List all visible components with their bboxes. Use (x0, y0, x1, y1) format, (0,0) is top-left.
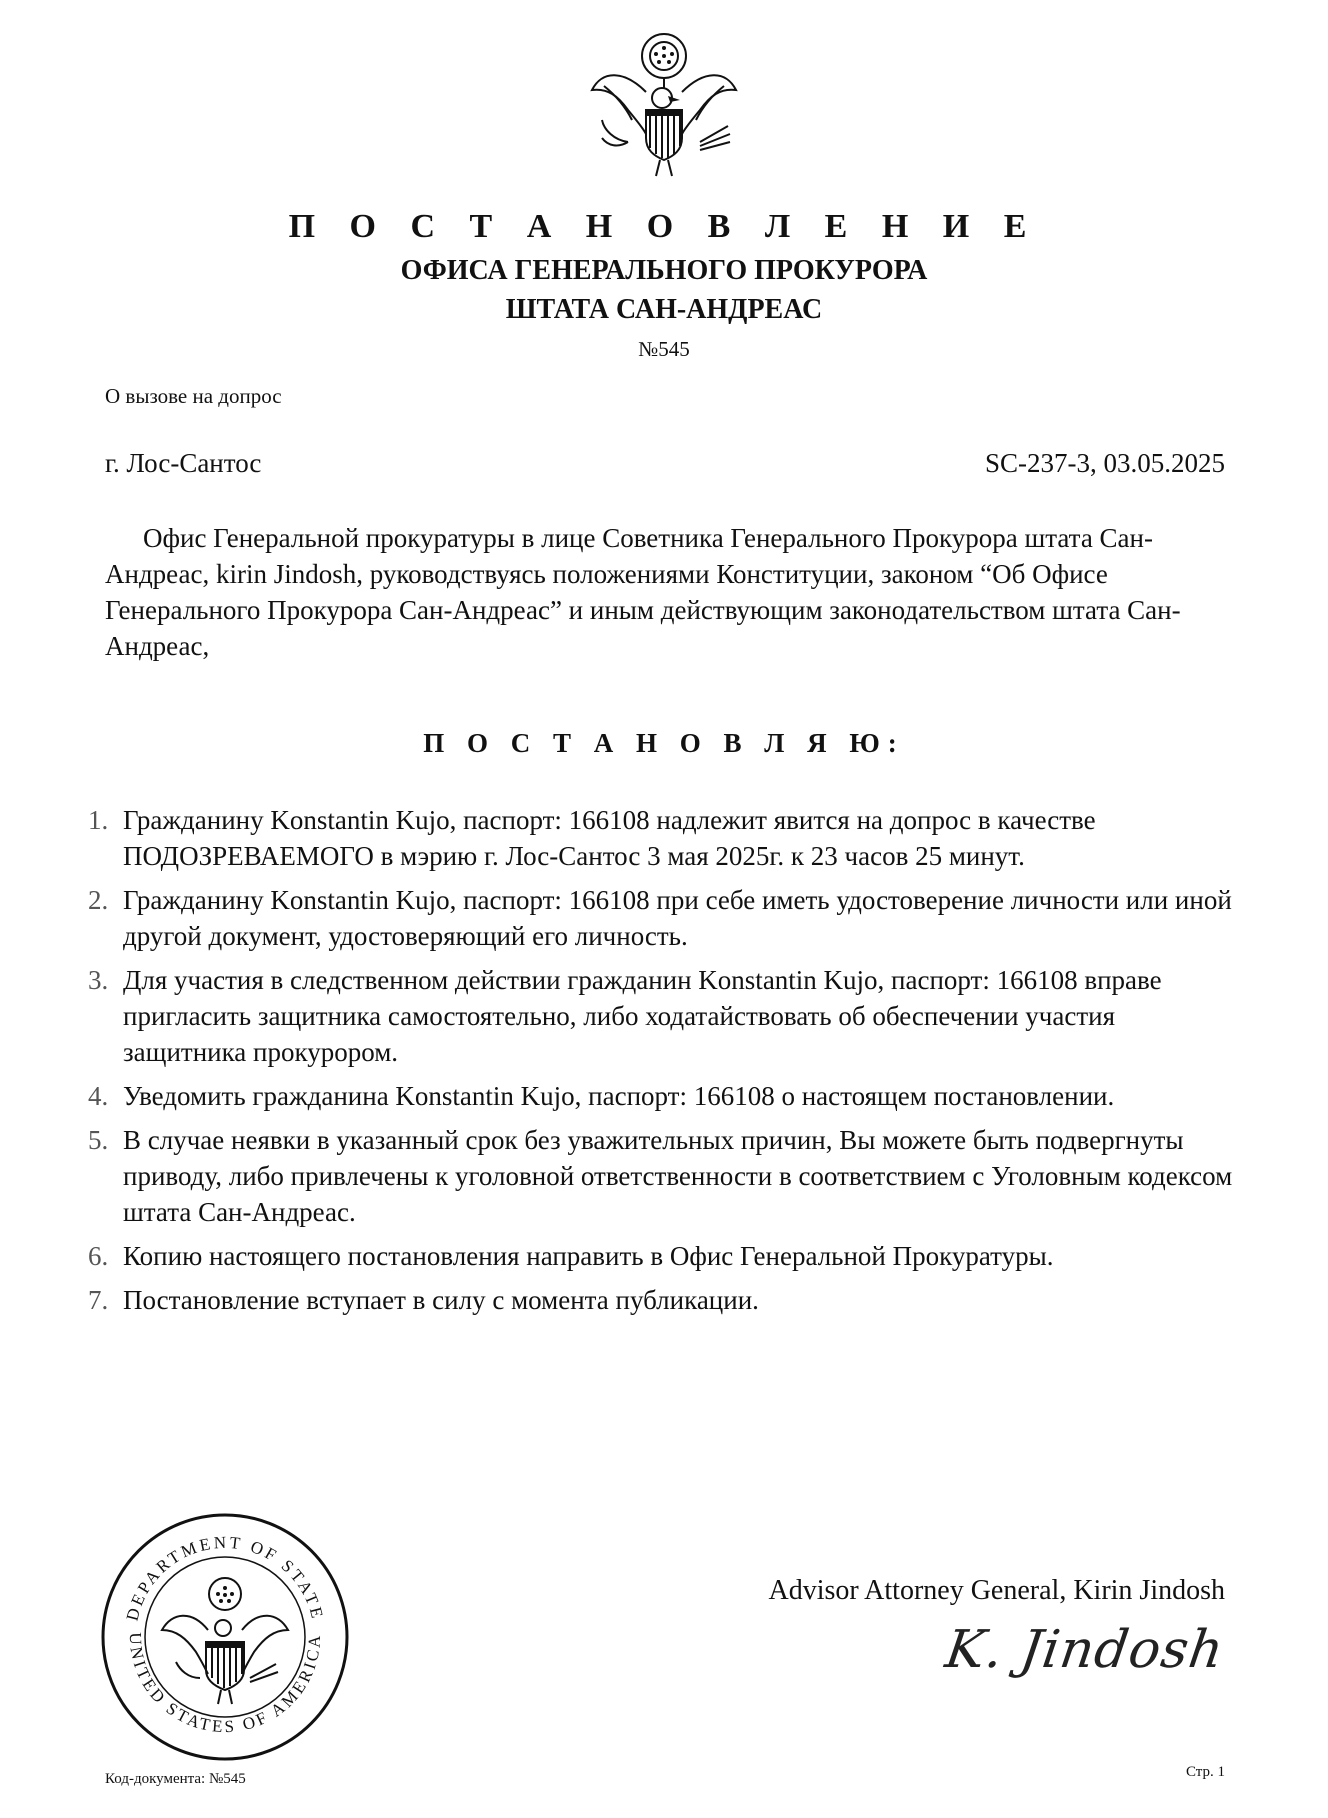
page-number: Стр. 1 (1185, 1764, 1225, 1780)
item-number: 6. (88, 1241, 109, 1271)
resolution-list (88, 802, 1238, 1326)
list-item (88, 1078, 1238, 1114)
item-number: 3. (88, 965, 109, 995)
state-name: ШТАТА САН-АНДРЕАС (505, 294, 823, 325)
list-item (88, 802, 1238, 874)
document-number: №545 (638, 337, 690, 361)
item-text: Для участия в следственном действии гражданин Konstantin Kujo, паспорт: 166108 вправе пригласить защитника самостоятельно, либо ходатайствовать об обеспечении участия защитника прокурором. (123, 965, 1162, 1067)
item-number: 2. (88, 885, 109, 915)
item-number: 5. (88, 1125, 109, 1155)
item-text: Гражданину Konstantin Kujo, паспорт: 166108 при себе иметь удостоверение личности или иной другой документ, удостоверяющий его личность. (123, 885, 1232, 951)
eagle-emblem-icon (584, 30, 744, 180)
item-text: Гражданину Konstantin Kujo, паспорт: 166108 надлежит явится на допрос в качестве ПОДОЗРЕВАЕМОГО в мэрию г. Лос-Сантос 3 мая 2025г. к 23 часов 25 минут. (123, 805, 1096, 871)
document-code: Код-документа: №545 (105, 1771, 246, 1787)
department-of-state-seal-icon (100, 1512, 350, 1762)
item-number: 1. (88, 805, 109, 835)
list-item (88, 882, 1238, 954)
signer-title: Advisor Attorney General, Kirin Jindosh (768, 1575, 1225, 1606)
list-item (88, 1282, 1238, 1318)
case-reference: SC-237-3, 03.05.2025 (984, 448, 1225, 478)
list-item (88, 962, 1238, 1070)
signature: K. Jindosh (942, 1620, 1229, 1680)
list-item (88, 1122, 1238, 1230)
office-name: ОФИСА ГЕНЕРАЛЬНОГО ПРОКУРОРА (400, 255, 928, 286)
document-title: П О С Т А Н О В Л Е Н И Е (288, 208, 1040, 245)
item-number: 4. (88, 1081, 109, 1111)
item-number: 7. (88, 1285, 109, 1315)
document-subject: О вызове на допрос (105, 384, 282, 408)
item-text: В случае неявки в указанный срок без уважительных причин, Вы можете быть подвергнуты приводу, либо привлечены к уголовной ответственности в соответствием с Уголовным кодексом штата Сан-Андреас. (123, 1125, 1233, 1227)
item-text: Копию настоящего постановления направить в Офис Генеральной Прокуратуры. (123, 1241, 1054, 1271)
seal-top-text: DEPARTMENT OF STATE (122, 1532, 328, 1623)
intro-paragraph: Офис Генеральной прокуратуры в лице Советника Генерального Прокурора штата Сан-Андреас, kirin Jindosh, руководствуясь положениями Конституции, законом “Об Офисе Генерального Прокурора Сан-Андреас” и иным действующим законодательством штата Сан-Андреас, (105, 523, 1181, 661)
item-text: Уведомить гражданина Konstantin Kujo, паспорт: 166108 о настоящем постановлении. (123, 1081, 1115, 1111)
item-text: Постановление вступает в силу с момента публикации. (123, 1285, 759, 1315)
document-city: г. Лос-Сантос (105, 448, 262, 478)
seal-bottom-text: UNITED STATES OF AMERICA (125, 1632, 325, 1737)
resolve-heading: П О С Т А Н О В Л Я Ю: (423, 728, 905, 758)
list-item (88, 1238, 1238, 1274)
